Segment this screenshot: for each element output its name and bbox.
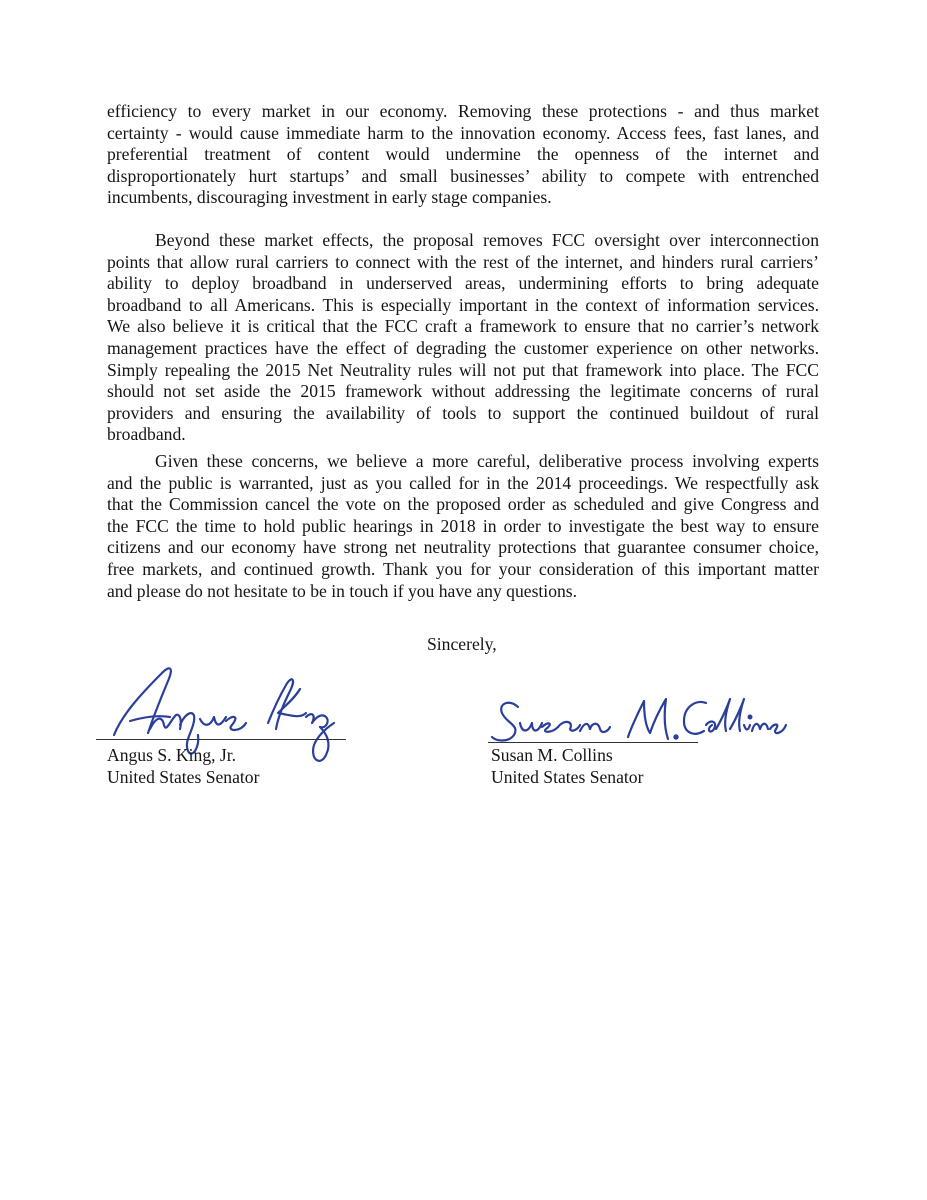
signatory-title: United States Senator (491, 766, 644, 787)
signatory-block-collins (491, 745, 643, 788)
paragraph-1-line: preferential treatment of content would undermine the openness of the internet and (107, 144, 819, 165)
signatory-name: Susan M. Collins (491, 745, 613, 765)
signatory-title: United States Senator (107, 766, 260, 787)
paragraph-3-line: Given these concerns, we believe a more careful, deliberative process involving experts (155, 451, 819, 471)
paragraph-2-line: providers and ensuring the availability of tools to support the continued buildout of rural (107, 402, 819, 423)
paragraph-2-line: broadband. (107, 424, 186, 445)
paragraph-1-line: disproportionately hurt startups’ and small businesses’ ability to compete with entrenched (107, 165, 819, 186)
paragraph-3-line: that the Commission cancel the vote on the proposed order as scheduled and give Congress and (107, 494, 819, 515)
closing-salutation: Sincerely, (427, 634, 497, 654)
signatory-block-king (107, 745, 259, 788)
signature-line-left (96, 739, 346, 740)
paragraph-2-line: should not set aside the 2015 framework without addressing the legitimate concerns of rural (107, 381, 819, 402)
paragraph-3-line: citizens and our economy have strong net neutrality protections that guarantee consumer choice, (107, 537, 819, 558)
paragraph-2-line: Simply repealing the 2015 Net Neutrality rules will not put that framework into place. The FCC (107, 359, 819, 380)
paragraph-3-line: free markets, and continued growth. Thank you for your consideration of this important matter (107, 558, 819, 579)
paragraph-1-line: efficiency to every market in our economy. Removing these protections - and thus market (107, 101, 819, 121)
paragraph-2-line: management practices have the effect of degrading the customer experience on other networks. (107, 337, 819, 358)
paragraph-3-line: and the public is warranted, just as you called for in the 2014 proceedings. We respectfully ask (107, 472, 819, 493)
paragraph-2-line: We also believe it is critical that the FCC craft a framework to ensure that no carrier’s network (107, 316, 819, 337)
paragraph-2-line: Beyond these market effects, the proposal removes FCC oversight over interconnection (155, 230, 819, 250)
paragraph-2-line: ability to deploy broadband in underserved areas, undermining efforts to bring adequate (107, 273, 819, 294)
paragraph-2-line: broadband to all Americans. This is especially important in the context of information services. (107, 294, 819, 315)
paragraph-3-line: and please do not hesitate to be in touch if you have any questions. (107, 580, 578, 601)
signatory-name: Angus S. King, Jr. (107, 745, 237, 765)
signature-line-right (488, 742, 698, 743)
paragraph-1-line: certainty - would cause immediate harm to the innovation economy. Access fees, fast lanes, and (107, 122, 819, 143)
paragraph-2 (107, 230, 819, 446)
paragraph-2-line: points that allow rural carriers to connect with the rest of the internet, and hinders rural carriers’ (107, 251, 819, 272)
paragraph-1 (107, 101, 819, 209)
paragraph-1-line: incumbents, discouraging investment in early stage companies. (107, 187, 552, 208)
paragraph-3-line: the FCC the time to hold public hearings in 2018 in order to investigate the best way to ensure (107, 515, 819, 536)
paragraph-3 (107, 451, 819, 602)
